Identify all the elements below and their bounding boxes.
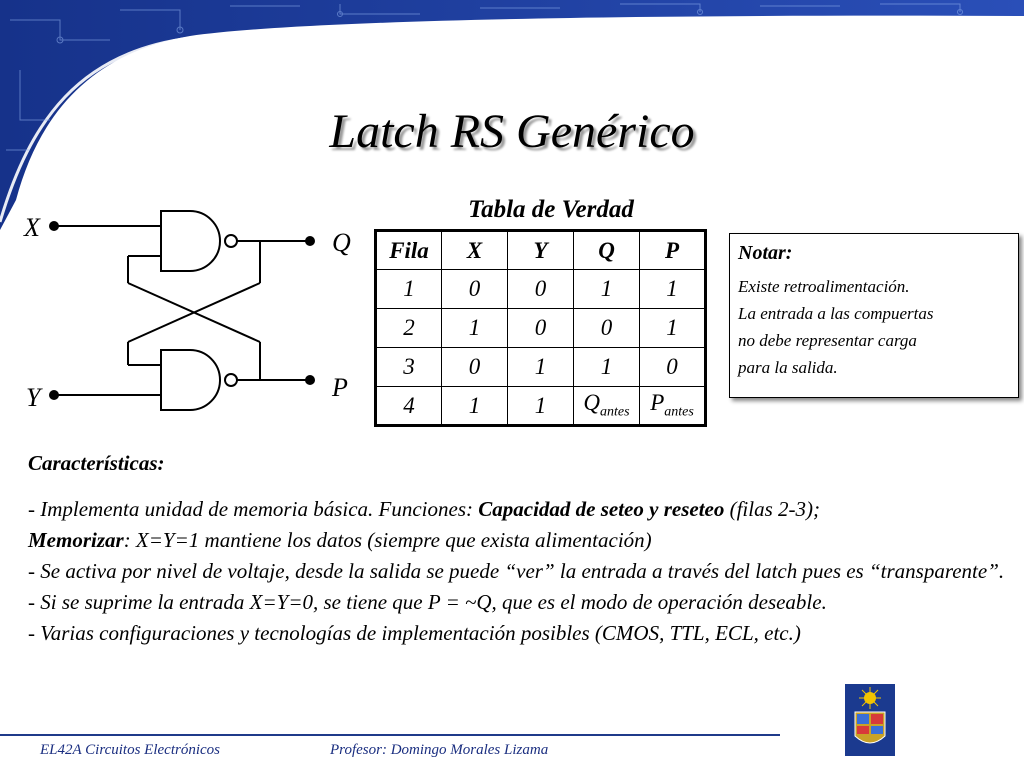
table-cell: 1 [442,387,508,426]
feature-emphasis: Capacidad de seteo y reseteo [478,497,725,521]
footer-course: EL42A Circuitos Electrónicos [40,742,220,758]
note-line: La entrada a las compuertas [738,304,934,323]
table-cell: 0 [442,270,508,309]
table-cell: 1 [442,309,508,348]
footer-divider [0,734,780,736]
note-line: para la salida. [738,358,838,377]
q-prev-base: Q [583,390,601,416]
table-cell: 0 [640,348,706,387]
output-q-terminal [305,236,315,246]
note-box [729,233,1019,398]
features-heading: Características: [28,451,165,475]
table-cell: 1 [508,387,574,426]
note-body [738,273,1010,381]
header-cell: X [442,231,508,270]
feature-text: (filas 2-3); [724,497,820,521]
table-cell: 0 [508,270,574,309]
table-cell [640,387,706,426]
input-y-label: Y [26,383,41,412]
p-prev-base: P [650,390,665,416]
feature-item [28,494,1013,556]
features-list [28,494,1013,649]
input-y-terminal [49,390,59,400]
header-cell: Fila [376,231,442,270]
table-cell: 0 [442,348,508,387]
table-header-row [376,231,706,270]
table-cell: 3 [376,348,442,387]
feature-item: - Varias configuraciones y tecnologías de implementación posibles (CMOS, TTL, ECL, etc.) [28,621,801,645]
input-x-terminal [49,221,59,231]
table-row [376,270,706,309]
university-crest-logo [845,684,895,756]
table-cell: 2 [376,309,442,348]
note-title: Notar: [738,242,793,264]
table-row [376,387,706,426]
table-row [376,348,706,387]
feature-item: - Se activa por nivel de voltaje, desde la salida se puede “ver” la entrada a través del latch pues es “transparente”. [28,559,1005,583]
feature-text: : X=Y=1 mantiene los datos (siempre que exista alimentación) [123,528,652,552]
table-row [376,309,706,348]
table-cell: 0 [574,309,640,348]
feature-text: - Implementa unidad de memoria básica. Funciones: [28,497,479,521]
slide-title: Latch RS Genérico [329,105,695,158]
feature-item: - Si se suprime la entrada X=Y=0, se tiene que P = ~Q, que es el modo de operación deseable. [28,590,827,614]
table-cell: 0 [508,309,574,348]
rs-latch-diagram [20,195,365,420]
q-prev-subscript: antes [600,404,630,420]
table-cell [574,387,640,426]
header-cell: Y [508,231,574,270]
table-cell: 1 [640,270,706,309]
note-line: Existe retroalimentación. [738,277,910,296]
table-cell: 1 [508,348,574,387]
note-line: no debe representar carga [738,331,917,350]
header-cell: Q [574,231,640,270]
header-cell: P [640,231,706,270]
p-prev-subscript: antes [664,404,694,420]
truth-table-title: Tabla de Verdad [468,196,634,223]
input-x-label: X [24,213,40,242]
truth-table [374,229,707,427]
output-p-label: P [332,373,348,402]
table-cell: 1 [640,309,706,348]
footer-professor: Profesor: Domingo Morales Lizama [330,742,549,758]
output-q-label: Q [332,228,351,257]
table-cell: 4 [376,387,442,426]
output-p-terminal [305,375,315,385]
table-cell: 1 [574,270,640,309]
feature-emphasis: Memorizar [28,528,124,552]
table-cell: 1 [376,270,442,309]
table-cell: 1 [574,348,640,387]
